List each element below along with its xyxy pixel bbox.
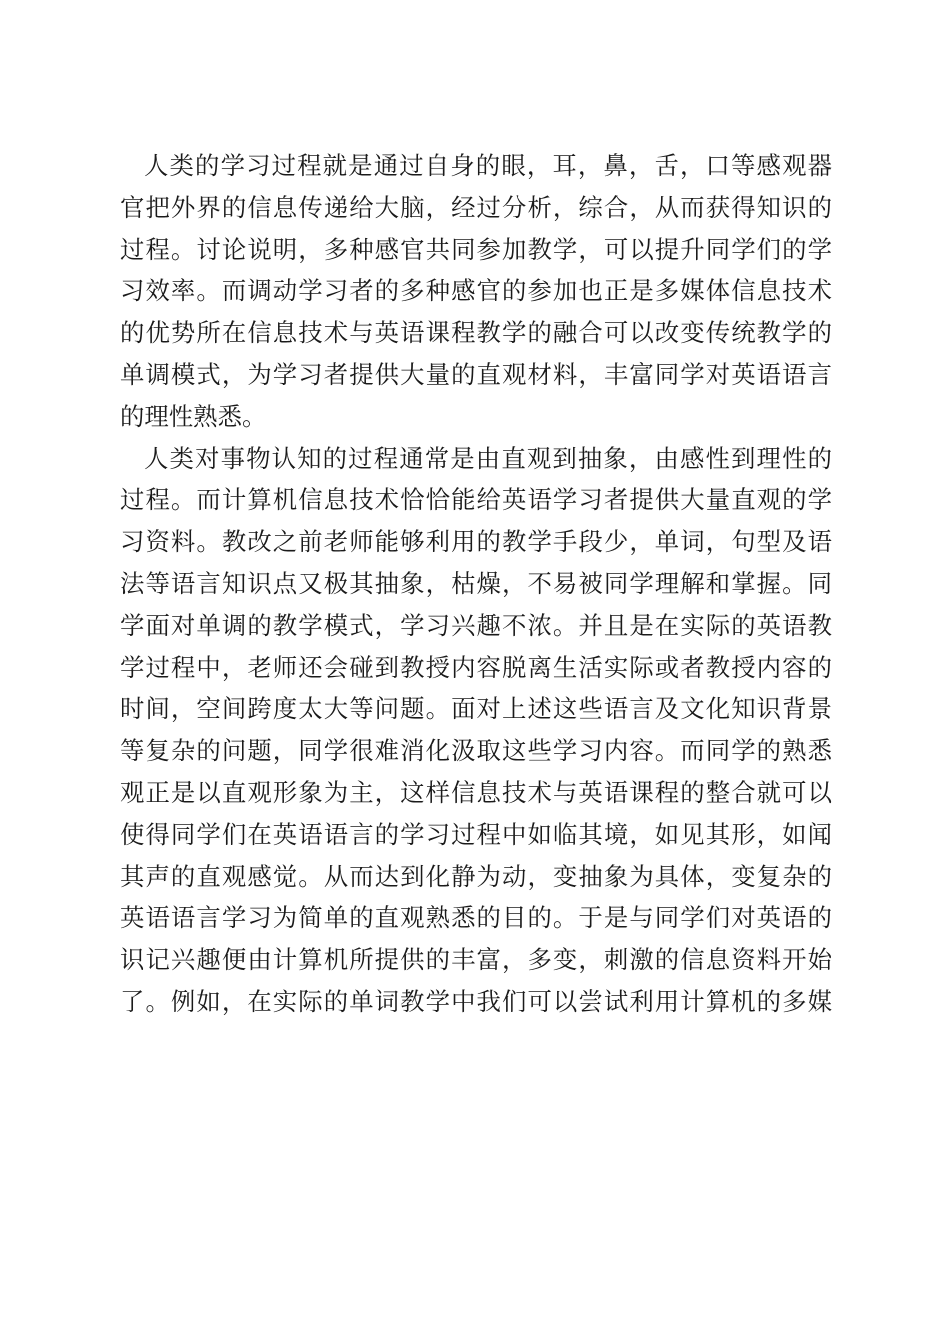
- text-line: 学面对单调的教学模式，学习兴趣不浓。并且是在实际的英语教: [120, 610, 832, 640]
- text-line: 的理性熟悉。: [120, 401, 267, 431]
- text-line: 学过程中，老师还会碰到教授内容脱离生活实际或者教授内容的: [120, 652, 832, 682]
- text-line: 了。例如，在实际的单词教学中我们可以尝试利用计算机的多媒: [120, 986, 832, 1016]
- text-line: 识记兴趣便由计算机所提供的丰富，多变，刺激的信息资料开始: [120, 945, 832, 975]
- text-line: 法等语言知识点又极其抽象，枯燥，不易被同学理解和掌握。同: [120, 568, 832, 598]
- text-line: 其声的直观感觉。从而达到化静为动，变抽象为具体，变复杂的: [120, 861, 832, 891]
- text-line: 人类对事物认知的过程通常是由直观到抽象，由感性到理性的: [144, 443, 832, 473]
- text-line: 的优势所在信息技术与英语课程教学的融合可以改变传统教学的: [120, 318, 832, 348]
- text-line: 时间，空间跨度太大等问题。面对上述这些语言及文化知识背景: [120, 694, 832, 724]
- text-line: 单调模式，为学习者提供大量的直观材料，丰富同学对英语语言: [120, 359, 832, 389]
- text-line: 观正是以直观形象为主，这样信息技术与英语课程的整合就可以: [120, 777, 832, 807]
- document-body: [120, 145, 832, 1023]
- text-line: 使得同学们在英语语言的学习过程中如临其境，如见其形，如闻: [120, 819, 832, 849]
- text-line: 过程。而计算机信息技术恰恰能给英语学习者提供大量直观的学: [120, 485, 832, 515]
- text-line: 等复杂的问题，同学很难消化汲取这些学习内容。而同学的熟悉: [120, 736, 832, 766]
- paragraph-1: [120, 145, 832, 438]
- text-line: 过程。讨论说明，多种感官共同参加教学，可以提升同学们的学: [120, 234, 832, 264]
- text-line: 英语语言学习为简单的直观熟悉的目的。于是与同学们对英语的: [120, 903, 832, 933]
- text-line: 官把外界的信息传递给大脑，经过分析，综合，从而获得知识的: [120, 192, 832, 222]
- text-line: 习资料。教改之前老师能够利用的教学手段少，单词，句型及语: [120, 527, 832, 557]
- paragraph-2: [120, 438, 832, 1023]
- text-line: 人类的学习过程就是通过自身的眼，耳，鼻，舌，口等感观器: [144, 151, 832, 180]
- text-line: 习效率。而调动学习者的多种感官的参加也正是多媒体信息技术: [120, 276, 832, 306]
